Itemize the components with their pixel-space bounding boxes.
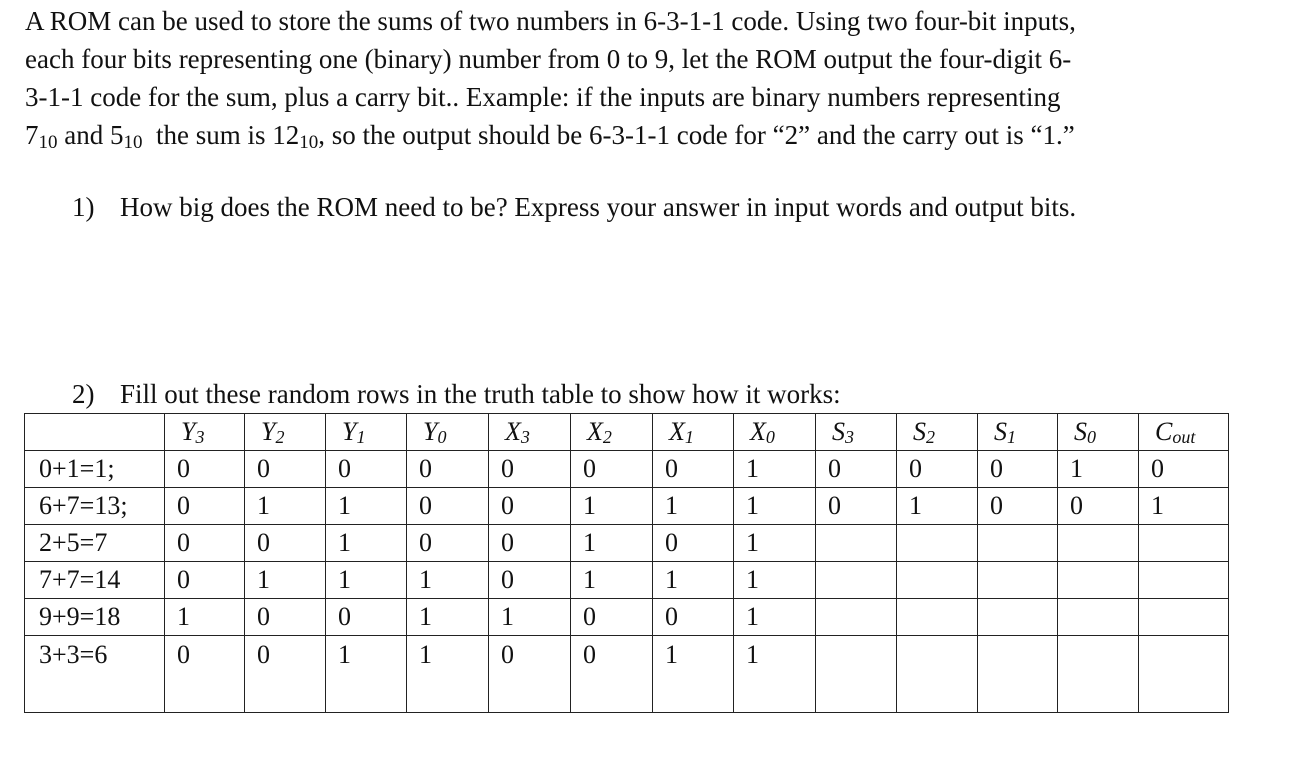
bit-cell: 1 [326,562,407,599]
bit-cell: 1 [326,525,407,562]
bit-cell: 1 [734,636,816,713]
bit-cell [816,562,897,599]
bit-cell: 0 [816,451,897,488]
table-row [25,562,1229,599]
bit-cell [978,636,1058,713]
bit-cell [1139,636,1229,713]
bit-cell: 0 [245,451,326,488]
bit-cell: 0 [326,451,407,488]
example-text-d: , so the output should be 6-3-1-1 code for “2” and the carry out is “1.” [318,120,1075,150]
bit-cell: 1 [734,488,816,525]
bit-cell [1139,599,1229,636]
bit-cell [978,525,1058,562]
question-2 [72,375,841,413]
truth-table [24,413,1229,713]
bit-cell: 0 [489,636,571,713]
bit-cell [1139,562,1229,599]
problem-statement [25,2,1295,158]
statement-line-3: 3-1-1 code for the sum, plus a carry bit.. Example: if the inputs are binary numbers representing [25,82,1061,112]
bit-cell: 0 [165,562,245,599]
header-variable: C [1155,417,1173,446]
header-subscript: 1 [684,427,694,447]
bit-cell: 1 [734,599,816,636]
bit-cell [897,636,978,713]
bit-cell [978,599,1058,636]
bit-cell: 1 [571,488,653,525]
bit-cell: 1 [489,599,571,636]
table-row [25,525,1229,562]
row-label-cell: 2+5=7 [25,525,165,562]
table-row [25,488,1229,525]
header-cell [897,414,978,451]
header-subscript: 3 [845,427,854,447]
header-variable: X [505,417,521,446]
table-row [25,636,1229,713]
header-cell [245,414,326,451]
bit-cell: 1 [1139,488,1229,525]
example-number-a: 7 [25,120,39,150]
bit-cell: 1 [653,562,734,599]
header-variable: X [669,417,685,446]
header-subscript: 3 [195,427,205,447]
question-1-number: 1) [72,192,95,222]
bit-cell: 1 [1058,451,1139,488]
question-1-text: How big does the ROM need to be? Express your answer in input words and output bits. [120,192,1077,222]
bit-cell: 1 [571,562,653,599]
statement-line-1: A ROM can be used to store the sums of two numbers in 6-3-1-1 code. Using two four-bit inputs, [25,6,1076,36]
bit-cell: 1 [407,599,489,636]
bit-cell: 0 [165,488,245,525]
row-label-cell: 3+3=6 [25,636,165,713]
bit-cell: 0 [407,451,489,488]
bit-cell: 0 [165,525,245,562]
bit-cell: 0 [165,636,245,713]
bit-cell: 1 [734,525,816,562]
header-variable: Y [261,417,276,446]
bit-cell: 0 [489,488,571,525]
bit-cell: 1 [571,525,653,562]
bit-cell: 1 [407,636,489,713]
header-subscript: 1 [356,427,366,447]
header-cell [978,414,1058,451]
bit-cell [1058,636,1139,713]
bit-cell [1058,525,1139,562]
row-label-cell: 9+9=18 [25,599,165,636]
header-cell [326,414,407,451]
bit-cell: 0 [245,636,326,713]
header-cell [571,414,653,451]
header-subscript: 1 [1007,427,1016,447]
bit-cell: 1 [326,488,407,525]
bit-cell: 1 [734,562,816,599]
header-variable: S [1074,417,1087,446]
bit-cell: 0 [653,451,734,488]
header-variable: Y [181,417,196,446]
header-subscript: 2 [275,427,285,447]
bit-cell: 0 [326,599,407,636]
question-1 [72,188,1076,226]
header-subscript: 0 [765,427,775,447]
header-subscript: 2 [602,427,612,447]
bit-cell: 1 [326,636,407,713]
example-text-b: and 5 [57,120,124,150]
header-cell [653,414,734,451]
header-subscript: 0 [1087,427,1096,447]
bit-cell: 0 [571,599,653,636]
bit-cell: 0 [978,451,1058,488]
header-variable: X [587,417,603,446]
header-variable: S [994,417,1007,446]
bit-cell [897,562,978,599]
row-label-cell: 6+7=13; [25,488,165,525]
table-row [25,599,1229,636]
bit-cell [1139,525,1229,562]
example-text-c: the sum is 12 [142,120,300,150]
base-subscript: 10 [123,132,143,153]
bit-cell: 1 [245,488,326,525]
bit-cell: 0 [816,488,897,525]
row-label-cell: 0+1=1; [25,451,165,488]
bit-cell [1058,562,1139,599]
header-variable: Y [342,417,357,446]
row-label-cell: 7+7=14 [25,562,165,599]
header-variable: S [913,417,926,446]
bit-cell: 0 [407,488,489,525]
bit-cell: 0 [489,451,571,488]
header-subscript: 2 [926,427,935,447]
bit-cell: 0 [897,451,978,488]
header-cell [1058,414,1139,451]
bit-cell [897,525,978,562]
bit-cell: 1 [653,636,734,713]
truth-table-header-row [25,414,1229,451]
bit-cell: 0 [571,636,653,713]
bit-cell: 0 [489,562,571,599]
header-variable: X [750,417,766,446]
header-subscript: 0 [437,427,447,447]
header-cell [816,414,897,451]
header-blank-cell [25,414,165,451]
header-cell [407,414,489,451]
header-cell [734,414,816,451]
bit-cell: 0 [571,451,653,488]
bit-cell: 1 [897,488,978,525]
question-2-text: Fill out these random rows in the truth table to show how it works: [120,379,841,409]
bit-cell [816,599,897,636]
base-subscript: 10 [299,132,319,153]
question-2-number: 2) [72,379,95,409]
bit-cell: 1 [245,562,326,599]
bit-cell: 0 [489,525,571,562]
bit-cell: 0 [407,525,489,562]
bit-cell: 1 [407,562,489,599]
header-cell [165,414,245,451]
bit-cell: 0 [165,451,245,488]
bit-cell: 1 [165,599,245,636]
header-variable: Y [423,417,438,446]
bit-cell [816,525,897,562]
bit-cell [816,636,897,713]
bit-cell: 1 [734,451,816,488]
bit-cell: 0 [1058,488,1139,525]
header-cell [489,414,571,451]
bit-cell: 0 [245,599,326,636]
bit-cell: 0 [653,599,734,636]
bit-cell: 1 [653,488,734,525]
bit-cell: 0 [978,488,1058,525]
base-subscript: 10 [38,132,58,153]
table-row [25,451,1229,488]
bit-cell [978,562,1058,599]
header-cell [1139,414,1229,451]
bit-cell: 0 [1139,451,1229,488]
header-subscript: 3 [520,427,530,447]
bit-cell [897,599,978,636]
bit-cell [1058,599,1139,636]
statement-line-4 [25,116,1295,158]
statement-line-2: each four bits representing one (binary) number from 0 to 9, let the ROM output the four-digit 6- [25,44,1072,74]
bit-cell: 0 [653,525,734,562]
bit-cell: 0 [245,525,326,562]
header-subscript: out [1172,427,1196,447]
header-variable: S [832,417,845,446]
